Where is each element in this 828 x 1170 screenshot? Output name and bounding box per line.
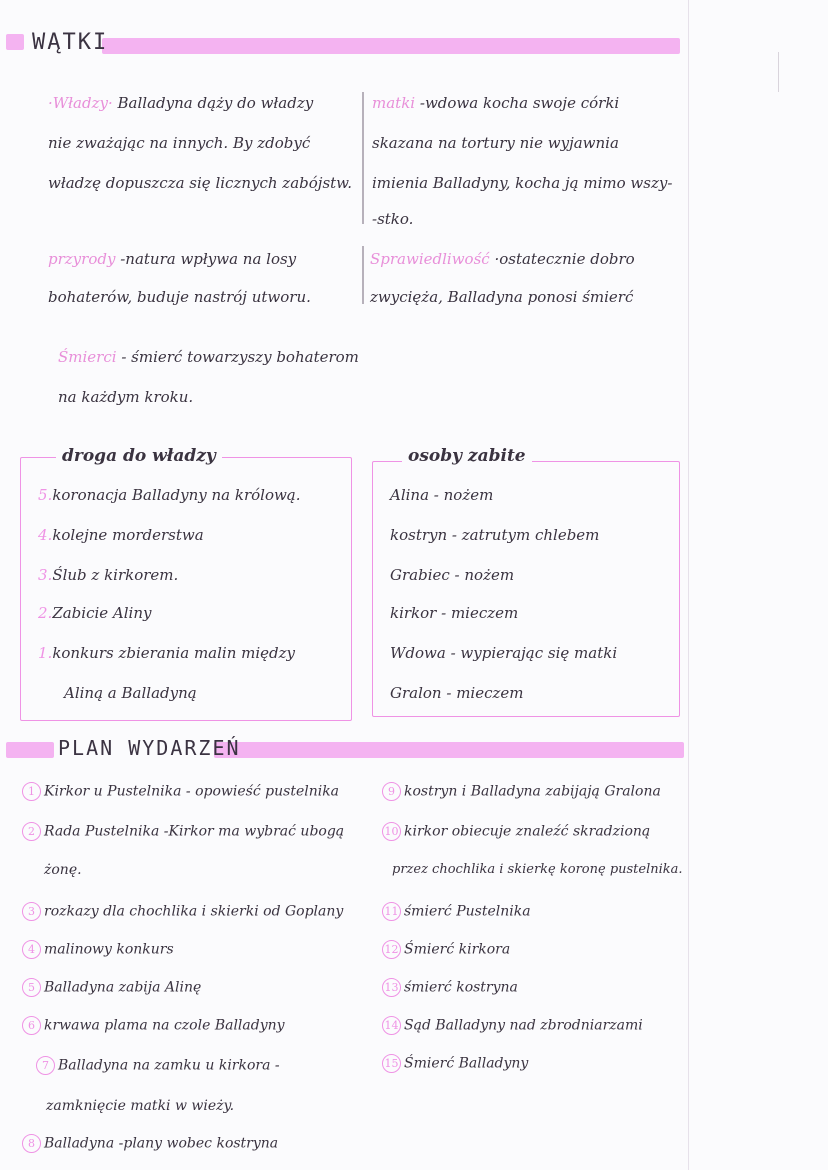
plan-item: 5 Balladyna zabija Alinę [22,978,201,997]
number-circle: 10 [382,822,401,841]
plan-item: 1 Kirkor u Pustelnika - opowieść pustelnika [22,782,339,801]
droga-item: 4.kolejne morderstwa [38,526,204,544]
plan-item: żonę. [44,862,82,878]
section-heading-watki: WĄTKI [32,30,109,55]
number-circle: 7 [36,1056,55,1075]
watek-line: władzę dopuszcza się licznych zabójstw. [48,174,352,192]
droga-item: 2.Zabicie Aliny [38,604,152,622]
plan-item: 13 śmierć kostryna [382,978,518,997]
watek-przyrody: przyrody -natura wpływa na losy [48,250,297,268]
column-divider [362,92,364,224]
droga-item: 5.koronacja Balladyny na królową. [38,486,301,504]
number-circle: 4 [22,940,41,959]
plan-item: 9 kostryn i Balladyna zabijają Gralona [382,782,661,801]
column-divider [362,246,364,304]
paper-margin-line [688,0,689,1170]
number-circle: 11 [382,902,401,921]
number-circle: 6 [22,1016,41,1035]
watek-line: nie zważając na innych. By zdobyć [48,134,311,152]
number-circle: 1 [22,782,41,801]
watek-line: na każdym kroku. [58,388,194,406]
watek-key: Sprawiedliwość [370,250,490,268]
number-circle: 12 [382,940,401,959]
plan-item: 2 Rada Pustelnika -Kirkor ma wybrać ubogą [22,822,344,841]
number-circle: 9 [382,782,401,801]
number-circle: 3 [22,902,41,921]
osoba-item: kirkor - mieczem [390,604,519,622]
droga-item: 3.Ślub z kirkorem. [38,566,179,584]
number-circle: 5 [22,978,41,997]
number-circle: 14 [382,1016,401,1035]
watek-key: Śmierci [58,348,117,366]
droga-item: 1.konkurs zbierania malin między [38,644,296,662]
section-heading-plan: PLAN WYDARZEŃ [58,736,241,760]
watek-key: ·Władzy· [48,94,113,112]
watek-smierci: Śmierci - śmierć towarzyszy bohaterom [58,348,359,366]
number-circle: 13 [382,978,401,997]
plan-item: 4 malinowy konkurs [22,940,174,959]
watek-line: skazana na tortury nie wyjawnia [372,134,619,152]
osoba-item: Grabiec - nożem [390,566,515,584]
watek-key: przyrody [48,250,116,268]
heading-highlight [6,742,54,758]
number-circle: 2 [22,822,41,841]
plan-item: 3 rozkazy dla chochlika i skierki od Goplany [22,902,343,921]
plan-item: 11 śmierć Pustelnika [382,902,531,921]
plan-item: 8 Balladyna -plany wobec kostryna [22,1134,278,1153]
osoby-box-title: osoby zabite [402,446,532,466]
plan-item: przez chochlika i skierkę koronę pustelnika. [392,862,683,877]
plan-item: 6 krwawa plama na czole Balladyny [22,1016,285,1035]
droga-box-title: droga do władzy [56,446,222,466]
plan-item: 12 Śmierć kirkora [382,940,510,959]
watek-sprawiedliwosci: Sprawiedliwość ·ostatecznie dobro [370,250,635,268]
watek-line: -stko. [372,210,414,228]
plan-item: 15 Śmierć Balladyny [382,1054,528,1073]
number-circle: 15 [382,1054,401,1073]
watek-line: imienia Balladyny, kocha ją mimo wszy- [372,174,673,192]
osoba-item: kostryn - zatrutym chlebem [390,526,600,544]
droga-item: Aliną a Balladyną [64,684,197,702]
watek-key: matki [372,94,416,112]
osoba-item: Wdowa - wypierając się matki [390,644,618,662]
watek-line: zwycięża, Balladyna ponosi śmierć [370,288,634,306]
plan-item: 10 kirkor obiecuje znaleźć skradzioną [382,822,650,841]
heading-highlight [214,742,684,758]
heading-highlight [102,38,680,54]
heading-highlight [6,34,24,50]
plan-item: 14 Sąd Balladyny nad zbrodniarzami [382,1016,643,1035]
osoba-item: Gralon - mieczem [390,684,524,702]
osoba-item: Alina - nożem [390,486,494,504]
watek-matki: matki -wdowa kocha swoje córki [372,94,620,112]
number-circle: 8 [22,1134,41,1153]
watek-line: bohaterów, buduje nastrój utworu. [48,288,311,306]
plan-item: zamknięcie matki w wieży. [46,1098,235,1114]
watek-wladzy: ·Władzy· Balladyna dąży do władzy [48,94,314,112]
paper-edge-line [778,52,779,92]
plan-item: 7 Balladyna na zamku u kirkora - [36,1056,280,1075]
